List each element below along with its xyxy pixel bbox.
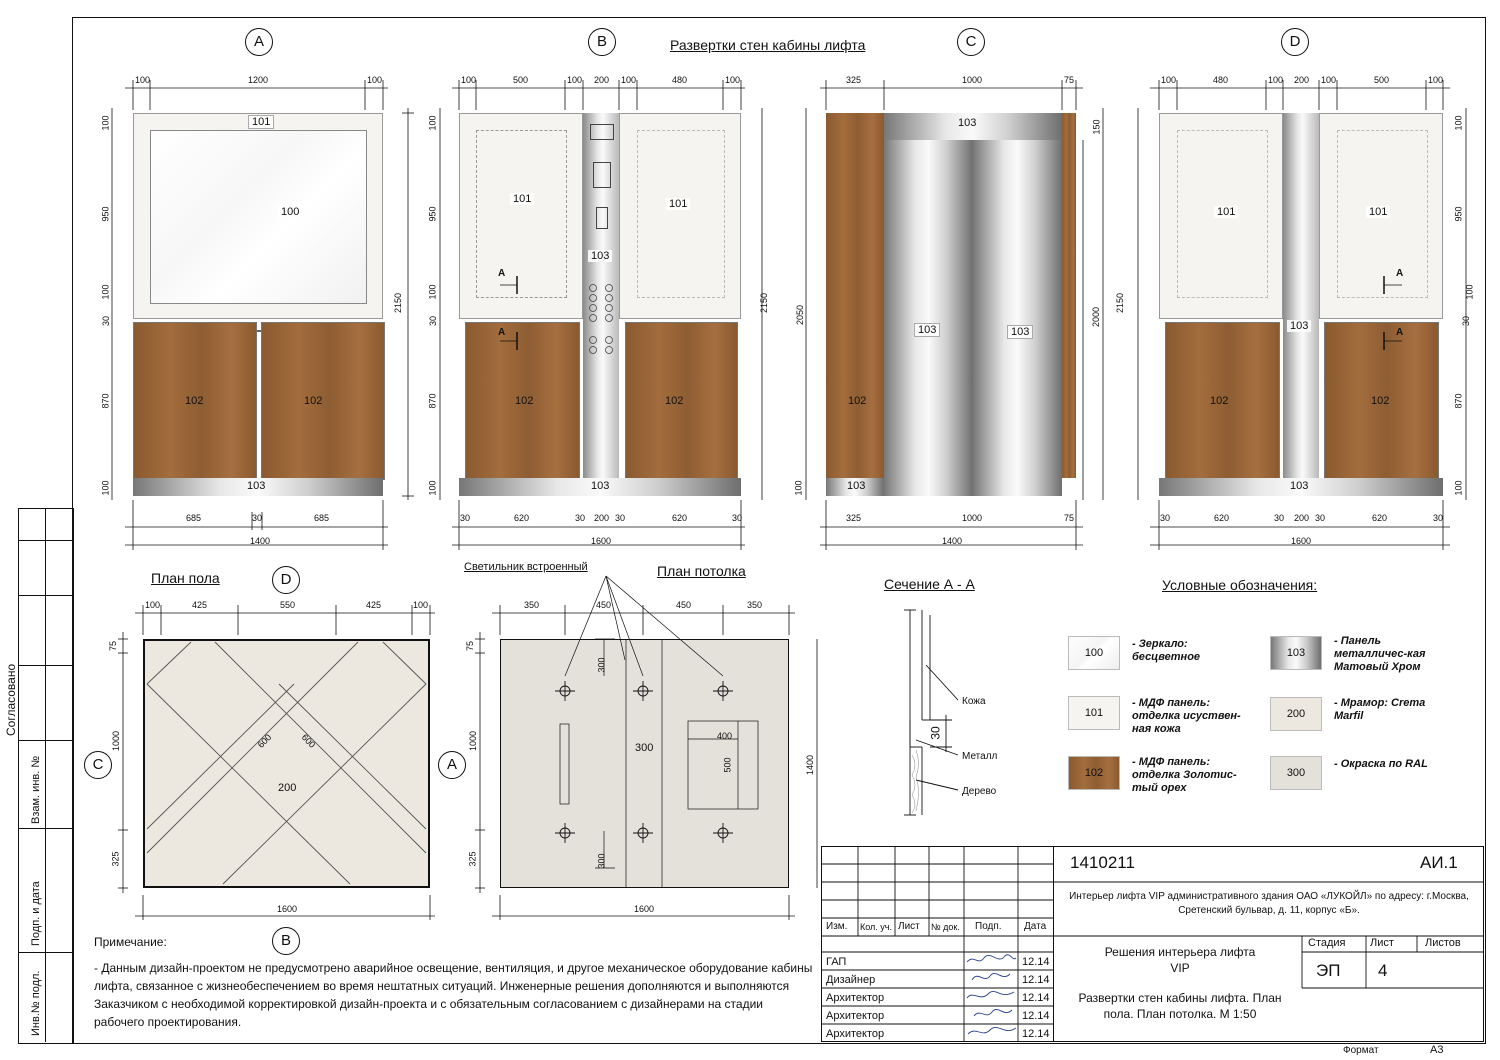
c-right-top-dim: 150 <box>1091 119 1102 135</box>
stamp-sheets-header: Листов <box>1425 937 1461 949</box>
ceiling-right-dim: 1400 <box>805 754 816 776</box>
elevation-a-code-103: 103 <box>247 480 266 492</box>
b-total-dim: 1600 <box>591 536 612 546</box>
note-heading: Примечание: <box>94 935 167 949</box>
b-bottom-dim-3: 30 <box>575 513 586 523</box>
legend-swatch-103: 103 <box>1270 636 1322 670</box>
d-code-103-base: 103 <box>1290 480 1309 492</box>
ceiling-plan-title: План потолка <box>657 563 746 579</box>
floor-top-dim-3: 550 <box>280 600 296 610</box>
stamp-project-description: Интерьер лифта VIP административного здания ОАО «ЛУКОЙЛ» по адресу: г.Москва, Сретенский бульвар, д. 11, корпус «Б». <box>1069 891 1469 916</box>
d-section-mark-lower: A <box>1396 327 1404 338</box>
inv-number-label: Инв.№ подл. <box>30 970 42 1036</box>
stamp-header-date: Дата <box>1024 921 1047 932</box>
floor-diag-label-2: 600 <box>299 732 318 750</box>
stamp-header-change: Изм. <box>826 921 848 932</box>
c-bottom-dim-2: 1000 <box>962 513 983 523</box>
stamp-date-2: 12.14 <box>1022 974 1050 986</box>
ceiling-inner-dim-1: 300 <box>596 657 607 673</box>
b-left-dim-1: 100 <box>427 115 438 131</box>
a-left-dim-2: 950 <box>100 206 111 222</box>
legend-title: Условные обозначения: <box>1162 577 1318 593</box>
section-label-leather: Кожа <box>962 696 986 707</box>
floor-diag-label-1: 600 <box>255 732 274 750</box>
d-top-dim-4: 200 <box>1294 75 1310 85</box>
d-right-dim-3: 100 <box>1464 284 1475 300</box>
stamp-header-sheet: Лист <box>898 921 920 932</box>
a-bottom-dim-2: 30 <box>252 513 263 523</box>
b-bottom-dim-5: 30 <box>615 513 626 523</box>
floor-plan-code: 200 <box>278 782 297 794</box>
replace-inv-label: Взам. инв. № <box>30 755 42 824</box>
d-top-dim-3: 100 <box>1268 75 1284 85</box>
d-code-102-right: 102 <box>1371 395 1390 407</box>
elevation-letter-b: B <box>588 28 616 56</box>
d-code-102-left: 102 <box>1210 395 1229 407</box>
elevation-a-code-102-left: 102 <box>185 395 204 407</box>
c-code-103-header: 103 <box>958 117 977 129</box>
stamp-role-1: ГАП <box>826 956 847 968</box>
ceiling-top-dim-1: 350 <box>524 600 540 610</box>
ceiling-left-dim-1: 75 <box>465 640 476 652</box>
ceiling-inner-dim-3: 400 <box>717 731 733 741</box>
d-code-101-right: 101 <box>1366 206 1390 218</box>
b-section-mark-upper: A <box>498 268 506 279</box>
a-left-dim-4: 30 <box>101 315 112 327</box>
b-height-dim: 2150 <box>759 292 770 314</box>
a-height-dim: 2150 <box>393 292 404 314</box>
floor-left-dim-2: 1000 <box>111 730 122 752</box>
floor-top-dim-2: 425 <box>192 600 208 610</box>
floor-top-dim-1: 100 <box>145 600 161 610</box>
c-top-dim-2: 1000 <box>962 75 983 85</box>
b-top-dim-3: 100 <box>567 75 583 85</box>
d-bottom-dim-2: 620 <box>1214 513 1230 523</box>
stamp-header-doc: № док. <box>931 922 960 932</box>
ceiling-top-dim-3: 450 <box>676 600 692 610</box>
b-left-dim-2: 950 <box>427 206 438 222</box>
d-top-dim-7: 100 <box>1428 75 1444 85</box>
ceiling-top-dim-2: 450 <box>596 600 612 610</box>
a-bottom-dim-1: 685 <box>186 513 202 523</box>
a-total-dim: 1400 <box>250 536 271 546</box>
stamp-signatures <box>964 952 1018 1042</box>
b-bottom-dim-1: 30 <box>460 513 471 523</box>
c-top-dim-3: 75 <box>1064 75 1075 85</box>
stamp-sheet-code: АИ.1 <box>1420 853 1458 872</box>
a-top-dim-3: 100 <box>367 75 383 85</box>
b-left-dim-3: 100 <box>427 284 438 300</box>
legend-text-103: - Панель металличес-кая Матовый Хром <box>1334 635 1426 673</box>
floor-top-dim-5: 100 <box>413 600 429 610</box>
stamp-header-qty: Кол. уч. <box>860 922 892 932</box>
c-height-right: 2000 <box>1091 306 1102 328</box>
ceiling-left-dim-3: 325 <box>467 851 478 867</box>
c-bottom-dim-1: 325 <box>846 513 862 523</box>
a-top-dim-2: 1200 <box>248 75 269 85</box>
legend-text-102: - МДФ панель: отделка Золотис-тый орех <box>1132 756 1237 794</box>
c-code-102-side: 102 <box>848 395 867 407</box>
ceiling-lamp-label: Светильник встроенный <box>464 561 588 573</box>
sheet-title: Развертки стен кабины лифта <box>670 37 866 53</box>
stamp-role-4: Архитектор <box>826 1010 885 1022</box>
legend-swatch-300: 300 <box>1270 756 1322 790</box>
c-code-103-door-left: 103 <box>914 323 940 337</box>
d-top-dim-6: 500 <box>1374 75 1390 85</box>
section-label-wood: Дерево <box>962 786 997 797</box>
stamp-date-4: 12.14 <box>1022 1010 1050 1022</box>
legend-text-200: - Мрамор: Crema Marfil <box>1334 697 1426 722</box>
ceiling-left-dim-2: 1000 <box>468 730 479 752</box>
floor-plan-letter-right: A <box>438 751 466 779</box>
stamp-role-2: Дизайнер <box>826 974 876 986</box>
floor-plan-letter-top: D <box>272 566 300 594</box>
sign-date-label: Подп. и дата <box>30 881 42 946</box>
floor-left-dim-1: 75 <box>108 640 119 652</box>
a-left-dim-1: 100 <box>100 115 111 131</box>
format-value: А3 <box>1430 1044 1444 1056</box>
stamp-stage-header: Стадия <box>1308 937 1346 949</box>
b-code-101-left: 101 <box>510 193 534 205</box>
ceiling-inner-dim-2: 300 <box>596 853 607 869</box>
elevation-a-code-100: 100 <box>278 206 302 218</box>
elevation-a-code-102-right: 102 <box>304 395 323 407</box>
b-top-dim-7: 100 <box>725 75 741 85</box>
agreed-label: Согласовано <box>4 663 18 736</box>
elevation-a-code-101: 101 <box>248 115 274 129</box>
ceiling-top-dim-4: 350 <box>747 600 763 610</box>
d-bottom-dim-4: 200 <box>1294 513 1310 523</box>
b-left-dim-6: 100 <box>427 480 438 496</box>
legend-swatch-200: 200 <box>1270 697 1322 731</box>
stamp-stage-value: ЭП <box>1316 961 1341 980</box>
d-top-dim-5: 100 <box>1321 75 1337 85</box>
d-bottom-dim-7: 30 <box>1433 513 1444 523</box>
b-bottom-dim-4: 200 <box>594 513 610 523</box>
b-bottom-dim-7: 30 <box>732 513 743 523</box>
elevation-letter-c: C <box>957 28 985 56</box>
section-label-metal: Металл <box>962 751 998 762</box>
stamp-date-3: 12.14 <box>1022 992 1050 1004</box>
stamp-sheet-value: 4 <box>1378 961 1388 980</box>
floor-plan-title: План пола <box>151 570 220 586</box>
stamp-role-5: Архитектор <box>826 1028 885 1040</box>
legend-swatch-101: 101 <box>1068 696 1120 730</box>
d-top-dim-1: 100 <box>1161 75 1177 85</box>
ceiling-inner-dim-4: 500 <box>722 757 733 773</box>
section-dim: 30 <box>928 726 943 740</box>
a-left-dim-5: 870 <box>100 393 111 409</box>
ceiling-plan-drawing <box>440 560 820 920</box>
a-bottom-dim-3: 685 <box>314 513 330 523</box>
ceiling-plan-code: 300 <box>635 742 654 754</box>
legend-swatch-102: 102 <box>1068 756 1120 790</box>
c-code-103-base: 103 <box>847 480 866 492</box>
b-code-102-right: 102 <box>665 395 684 407</box>
d-right-dim-2: 950 <box>1453 206 1464 222</box>
a-left-dim-6: 100 <box>100 480 111 496</box>
c-height-left: 2050 <box>795 304 806 326</box>
c-total-dim: 1400 <box>942 536 963 546</box>
d-right-dim-6: 100 <box>1453 480 1464 496</box>
stamp-design-title: Решения интерьера лифта VIP <box>1104 945 1256 975</box>
section-title: Сечение А - А <box>884 576 975 592</box>
d-code-101-left: 101 <box>1214 206 1238 218</box>
c-bottom-dim-3: 75 <box>1064 513 1075 523</box>
d-top-dim-2: 480 <box>1213 75 1229 85</box>
b-top-dim-2: 500 <box>513 75 529 85</box>
legend-text-300: - Окраска по RAL <box>1334 758 1428 770</box>
d-bottom-dim-1: 30 <box>1160 513 1171 523</box>
b-top-dim-1: 100 <box>461 75 477 85</box>
floor-total-dim: 1600 <box>277 904 298 914</box>
b-top-dim-5: 100 <box>621 75 637 85</box>
b-top-dim-6: 480 <box>672 75 688 85</box>
d-right-dim-4: 30 <box>1461 315 1472 327</box>
stamp-drawing-title: Развертки стен кабины лифта. План пола. План потолка. М 1:50 <box>1078 991 1282 1021</box>
d-bottom-dim-6: 620 <box>1372 513 1388 523</box>
b-code-103-base: 103 <box>591 480 610 492</box>
stamp-role-3: Архитектор <box>826 992 885 1004</box>
d-total-dim: 1600 <box>1291 536 1312 546</box>
d-right-dim-1: 100 <box>1453 115 1464 131</box>
floor-plan-letter-bottom: B <box>272 927 300 955</box>
stamp-sheet-header: Лист <box>1370 937 1394 949</box>
b-code-102-left: 102 <box>515 395 534 407</box>
legend-text-101: - МДФ панель: отделка исуствен-ная кожа <box>1132 697 1241 735</box>
b-top-dim-4: 200 <box>594 75 610 85</box>
elevation-letter-a: A <box>245 28 273 56</box>
floor-plan-letter-left: C <box>84 751 112 779</box>
b-code-103-panel: 103 <box>588 250 612 262</box>
d-right-dim-5: 870 <box>1453 393 1464 409</box>
floor-top-dim-4: 425 <box>366 600 382 610</box>
stamp-date-1: 12.14 <box>1022 956 1050 968</box>
elevation-letter-d: D <box>1281 28 1309 56</box>
d-height-dim: 2150 <box>1115 292 1126 314</box>
b-left-dim-5: 870 <box>427 393 438 409</box>
d-code-103-center: 103 <box>1287 320 1311 332</box>
d-section-mark-upper: A <box>1396 268 1404 279</box>
format-label: Формат <box>1343 1045 1379 1056</box>
d-bottom-dim-3: 30 <box>1274 513 1285 523</box>
ceiling-total-dim: 1600 <box>634 904 655 914</box>
stamp-date-5: 12.14 <box>1022 1028 1050 1040</box>
c-code-103-door-right: 103 <box>1007 325 1033 339</box>
floor-left-dim-3: 325 <box>110 851 121 867</box>
legend-swatch-100: 100 <box>1068 636 1120 670</box>
note-text: - Данным дизайн-проектом не предусмотрено аварийное освещение, вентиляция, и другое механическое оборудование кабины лифта, связанное с жизнеобеспечением во время нештатных ситуаций. Инженерные решения дополняются и выполняются Заказчиком с необходимой корректировкой дизайн-проекта и с обязательным согласованием с дизайнерами на стадии рабочего проектирования. <box>94 961 813 1029</box>
b-section-mark-lower: A <box>498 327 506 338</box>
stamp-project-code: 1410211 <box>1070 853 1135 872</box>
legend-text-100: - Зеркало: бесцветное <box>1132 638 1201 663</box>
a-top-dim-1: 100 <box>135 75 151 85</box>
c-top-dim-1: 325 <box>846 75 862 85</box>
b-left-dim-4: 30 <box>428 315 439 327</box>
b-code-101-right: 101 <box>666 198 690 210</box>
a-left-dim-3: 100 <box>100 284 111 300</box>
c-bottom-left-dim: 100 <box>793 480 804 496</box>
b-bottom-dim-2: 620 <box>514 513 530 523</box>
b-bottom-dim-6: 620 <box>672 513 688 523</box>
stamp-header-sign: Подп. <box>975 921 1002 932</box>
d-bottom-dim-5: 30 <box>1315 513 1326 523</box>
